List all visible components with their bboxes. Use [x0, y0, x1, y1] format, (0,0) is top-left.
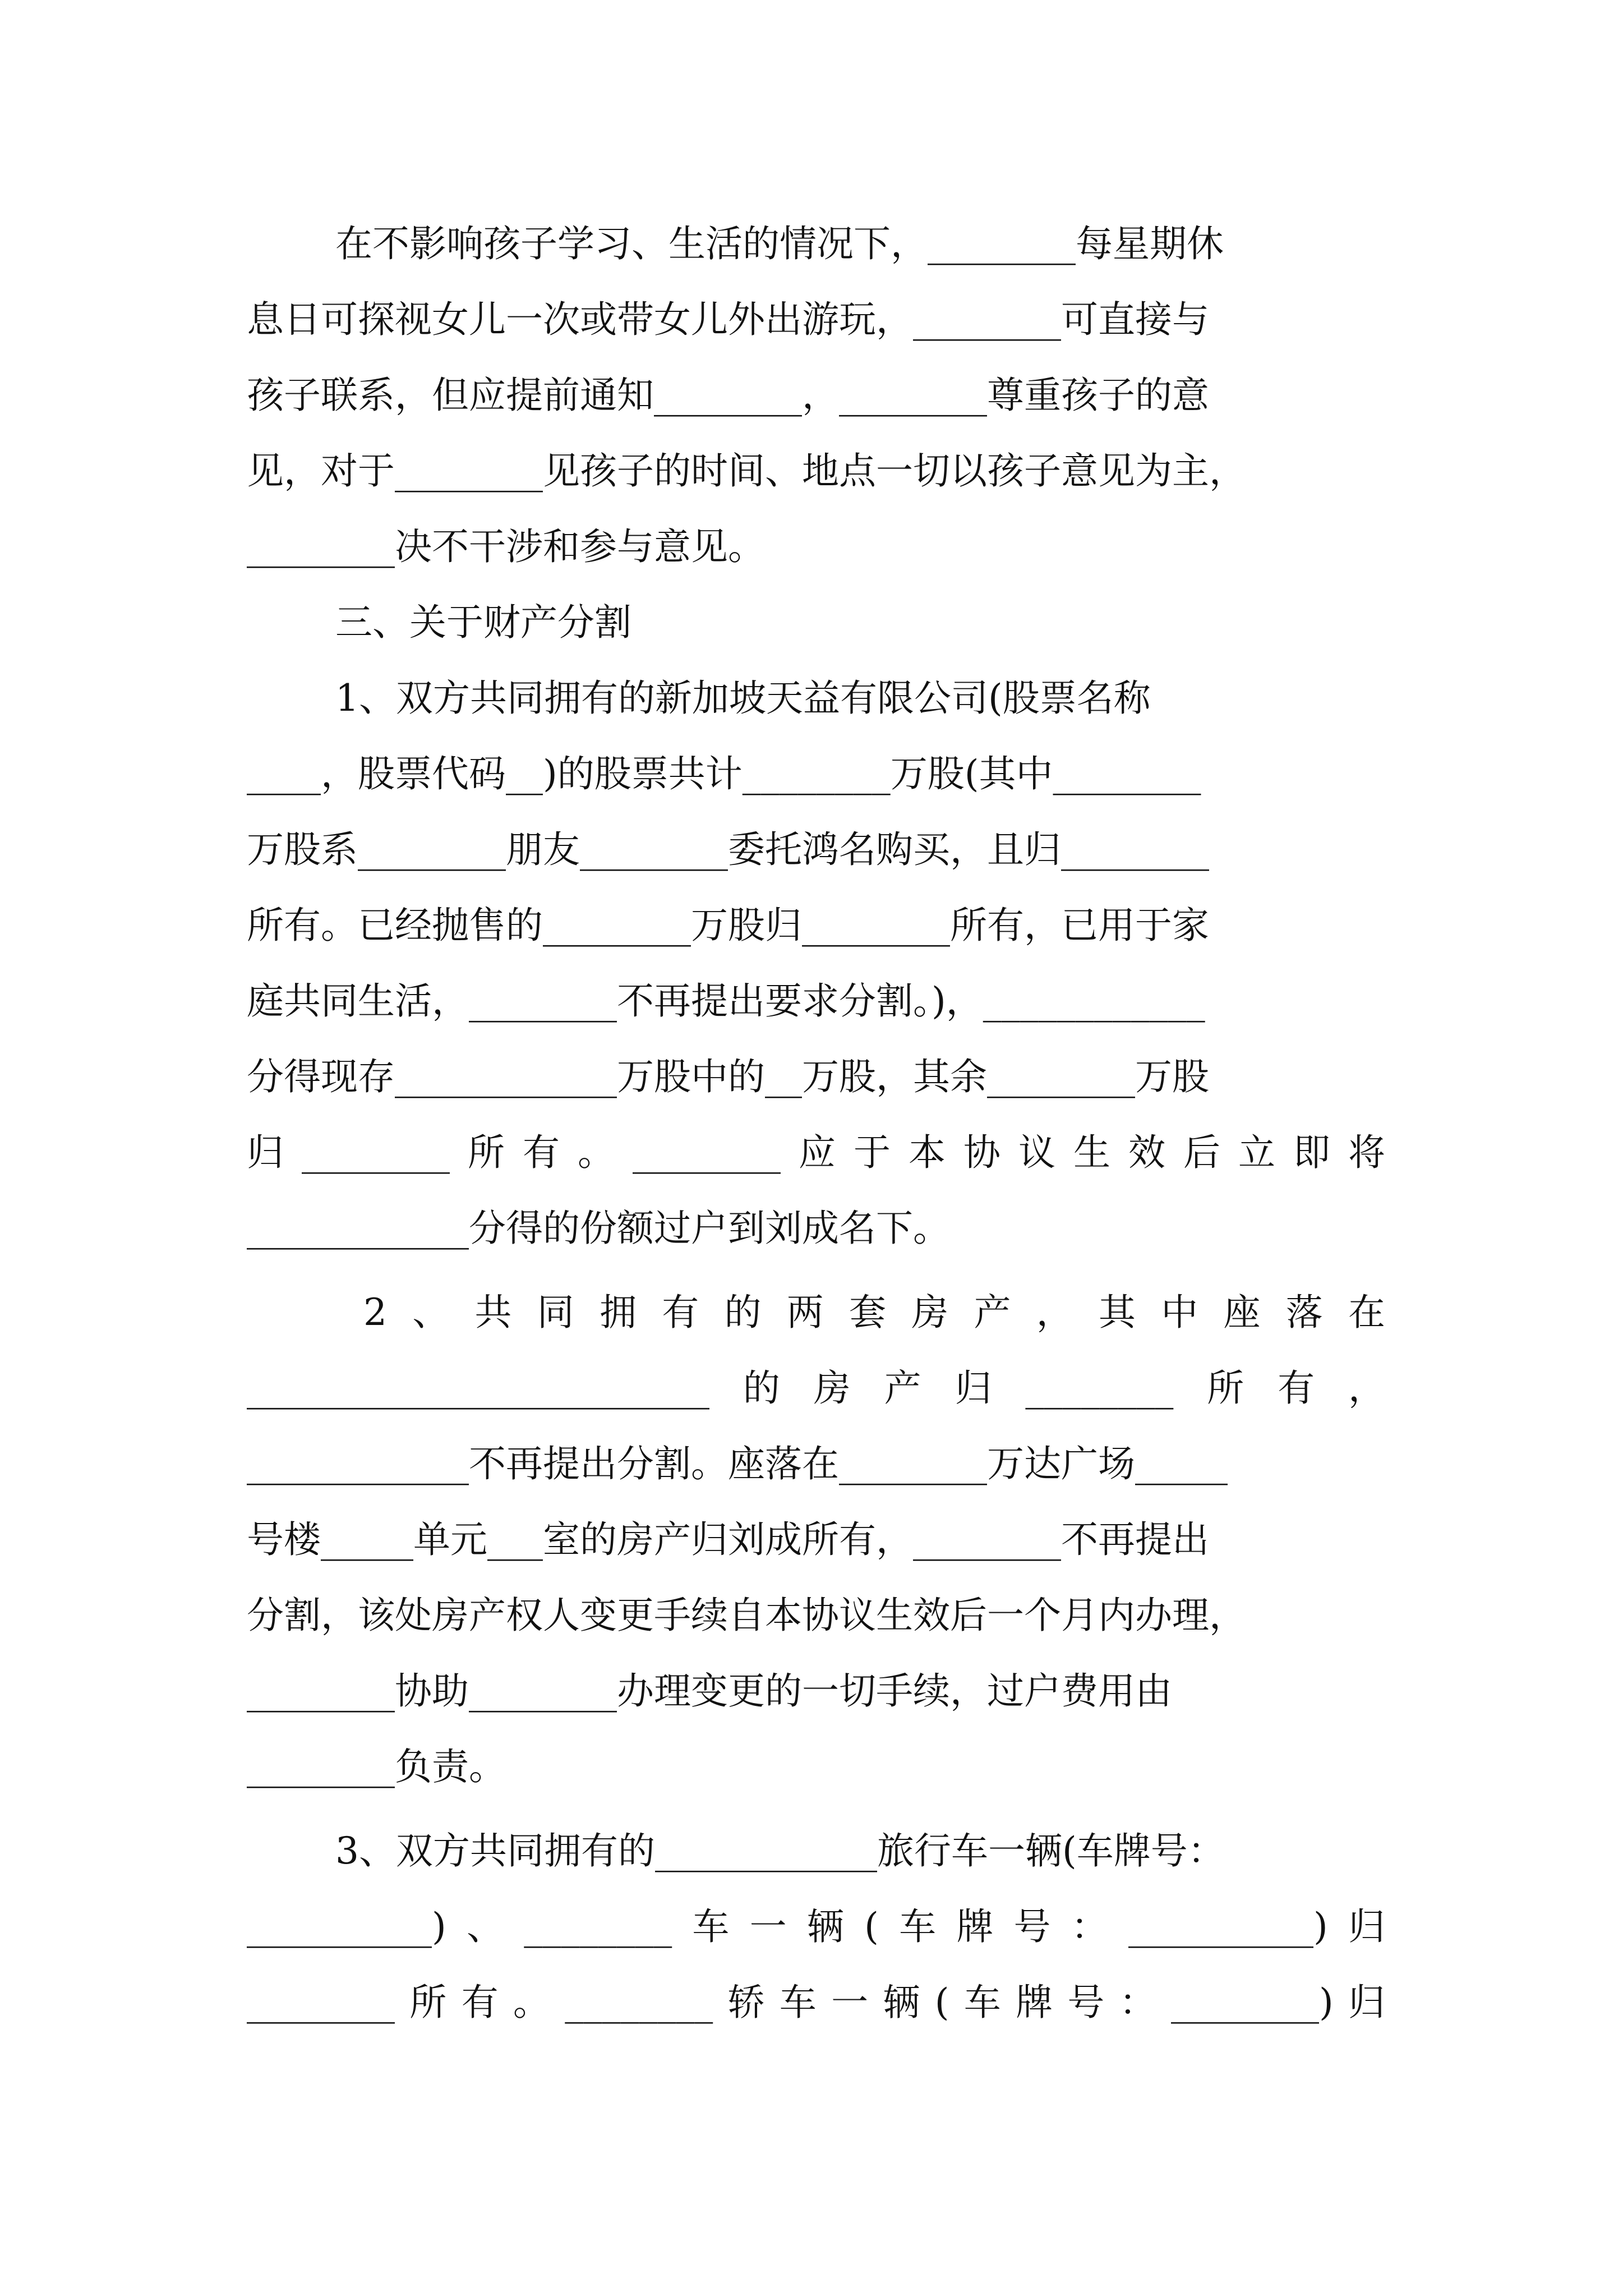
paragraph-line: 2、共同拥有的两套房产，其中座落在: [363, 1291, 1385, 1334]
paragraph-line: ________负责。: [247, 1745, 506, 1788]
paragraph-line: 孩子联系，但应提前通知________，________尊重孩子的意: [247, 374, 1209, 417]
paragraph-line: 在不影响孩子学习、生活的情况下，________每星期休: [335, 222, 1224, 265]
paragraph-line: 庭共同生活，________不再提出要求分割。)，____________: [247, 979, 1205, 1023]
paragraph-line: 分割，该处房产权人变更手续自本协议生效后一个月内办理，: [247, 1594, 1246, 1637]
paragraph-line: 归________所有。________应于本协议生效后立即将: [247, 1131, 1385, 1174]
paragraph-line: ________决不干涉和参与意见。: [247, 525, 765, 568]
paragraph-line: ________所有。________轿车一辆(车牌号：________)归: [247, 1981, 1385, 2024]
paragraph-line: 分得现存____________万股中的__万股，其余________万股: [247, 1055, 1209, 1098]
paragraph-line: 1、双方共同拥有的新加坡天益有限公司(股票名称: [335, 677, 1151, 720]
paragraph-line: ____________不再提出分割。座落在________万达广场_____: [247, 1442, 1228, 1485]
paragraph-line: 万股系________朋友________委托鸿名购买，且归________: [247, 828, 1209, 871]
paragraph-line: 号楼_____单元___室的房产归刘成所有，________不再提出: [247, 1518, 1209, 1561]
paragraph-line: 息日可探视女儿一次或带女儿外出游玩，________可直接与: [247, 298, 1209, 341]
paragraph-line: ____，股票代码__)的股票共计________万股(其中________: [247, 752, 1201, 795]
paragraph-line: ________协助________办理变更的一切手续，过户费用由: [247, 1669, 1172, 1713]
paragraph-line: _________________________的房产归________所有，: [247, 1366, 1385, 1410]
paragraph-line: ____________分得的份额过户到刘成名下。: [247, 1207, 950, 1250]
paragraph-line: 所有。已经抛售的________万股归________所有，已用于家: [247, 904, 1209, 947]
paragraph-line: __________)、________车一辆(车牌号：__________)归: [247, 1905, 1385, 1948]
paragraph-line: 3、双方共同拥有的____________旅行车一辆(车牌号：: [335, 1829, 1225, 1872]
paragraph-line: 见，对于________见孩子的时间、地点一切以孩子意见为主，: [247, 449, 1246, 493]
section-heading: 三、关于财产分割: [335, 601, 631, 644]
